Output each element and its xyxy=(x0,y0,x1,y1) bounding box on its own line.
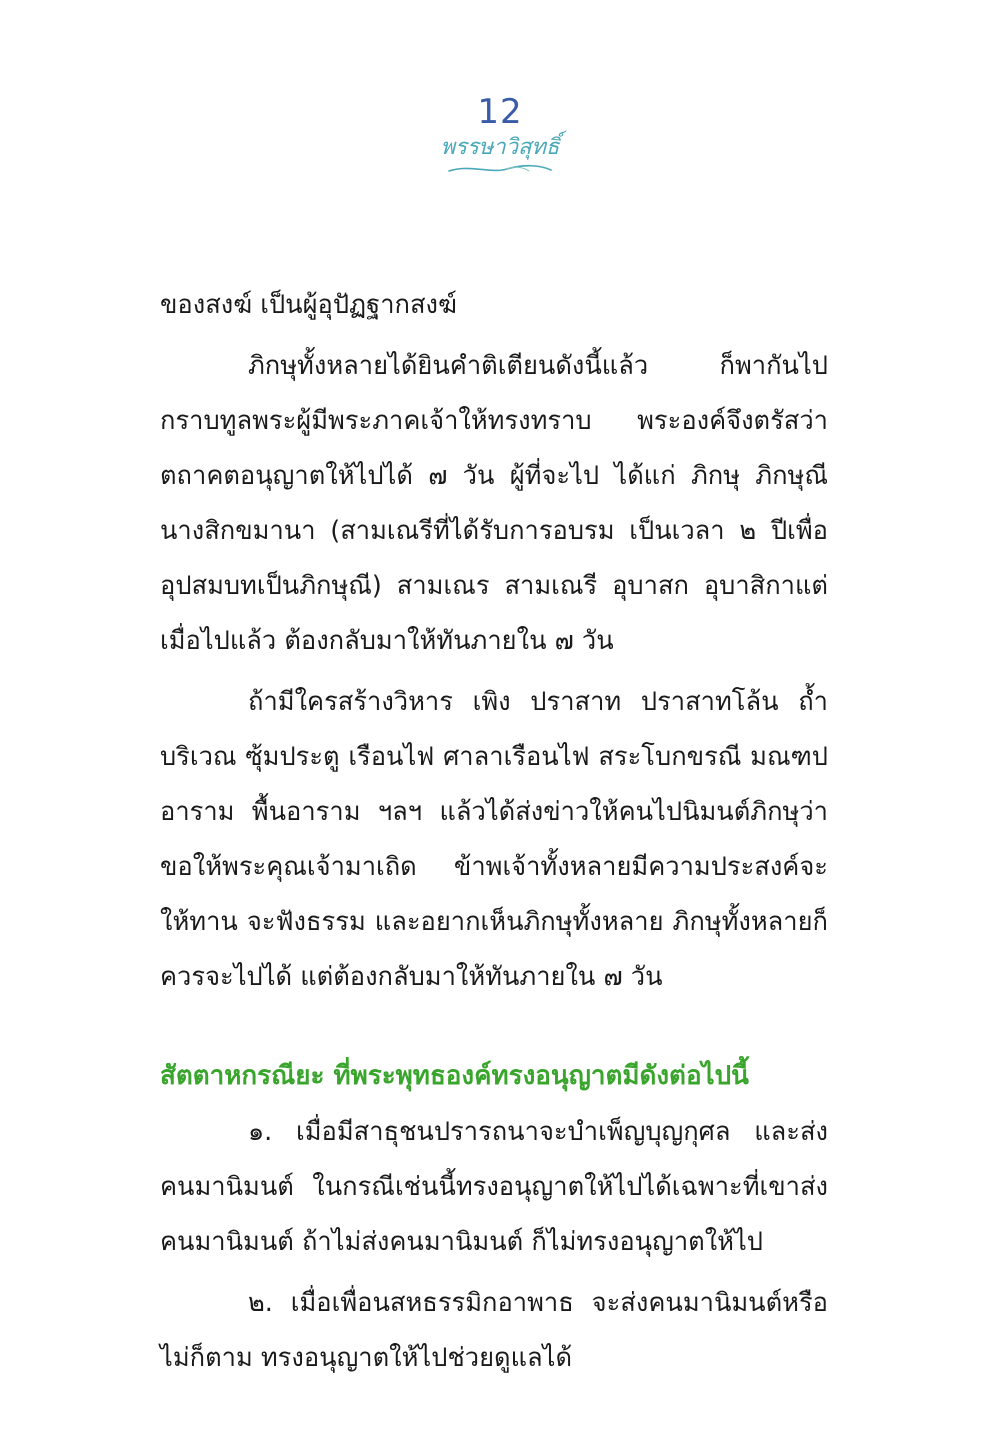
list-item-2: ๒. เมื่อเพื่อนสหธรรมิกอาพาธ จะส่งคนมานิมนต์หรือไม่ก็ตาม ทรงอนุญาตให้ไปช่วยดูแลได้ xyxy=(160,1288,828,1373)
paragraph-monks-hear-criticism: ภิกษุทั้งหลายได้ยินคำติเตียนดังนี้แล้ว ก็พากันไปกราบทูลพระผู้มีพระภาคเจ้าให้ทรงทราบ พระองค์จึงตรัสว่าตถาคตอนุญาตให้ไปได้ ๗ วัน ผู้ที่จะไป ได้แก่ ภิกษุ ภิกษุณีนางสิกขมานา (สามเณรีที่ได้รับการอบรม เป็นเวลา ๒ ปีเพื่ออุปสมบทเป็นภิกษุณี) สามเณร สามเณรี อุบาสก อุบาสิกาแต่เมื่อไปแล้ว ต้องกลับมาให้ทันภายใน ๗ วัน xyxy=(160,351,828,656)
page-number: 12 xyxy=(477,92,523,132)
running-title: พรรษาวิสุทธิ์ xyxy=(440,135,560,160)
page-body xyxy=(160,278,828,1386)
swash-flourish-icon xyxy=(445,162,555,176)
page-header xyxy=(0,92,1000,176)
section-heading: สัตตาหกรณียะ ที่พระพุทธองค์ทรงอนุญาตมีดังต่อไปนี้ xyxy=(160,1061,749,1091)
paragraph-invitation-cases: ถ้ามีใครสร้างวิหาร เพิง ปราสาท ปราสาทโล้น ถ้ำบริเวณ ซุ้มประตู เรือนไฟ ศาลาเรือนไฟ สระโบกขรณี มณฑปอาราม พื้นอาราม ฯลฯ แล้วได้ส่งข่าวให้คนไปนิมนต์ภิกษุว่า ขอให้พระคุณเจ้ามาเถิด ข้าพเจ้าทั้งหลายมีความประสงค์จะให้ทาน จะฟังธรรม และอยากเห็นภิกษุทั้งหลาย ภิกษุทั้งหลายก็ควรจะไปได้ แต่ต้องกลับมาให้ทันภายใน ๗ วัน xyxy=(160,687,828,992)
paragraph-continuation: ของสงฆ์ เป็นผู้อุปัฏฐากสงฆ์ xyxy=(160,290,457,320)
list-item-1: ๑. เมื่อมีสาธุชนปรารถนาจะบำเพ็ญบุญกุศล และส่งคนมานิมนต์ ในกรณีเช่นนี้ทรงอนุญาตให้ไปได้เฉพาะที่เขาส่งคนมานิมนต์ ถ้าไม่ส่งคนมานิมนต์ ก็ไม่ทรงอนุญาตให้ไป xyxy=(160,1117,828,1257)
